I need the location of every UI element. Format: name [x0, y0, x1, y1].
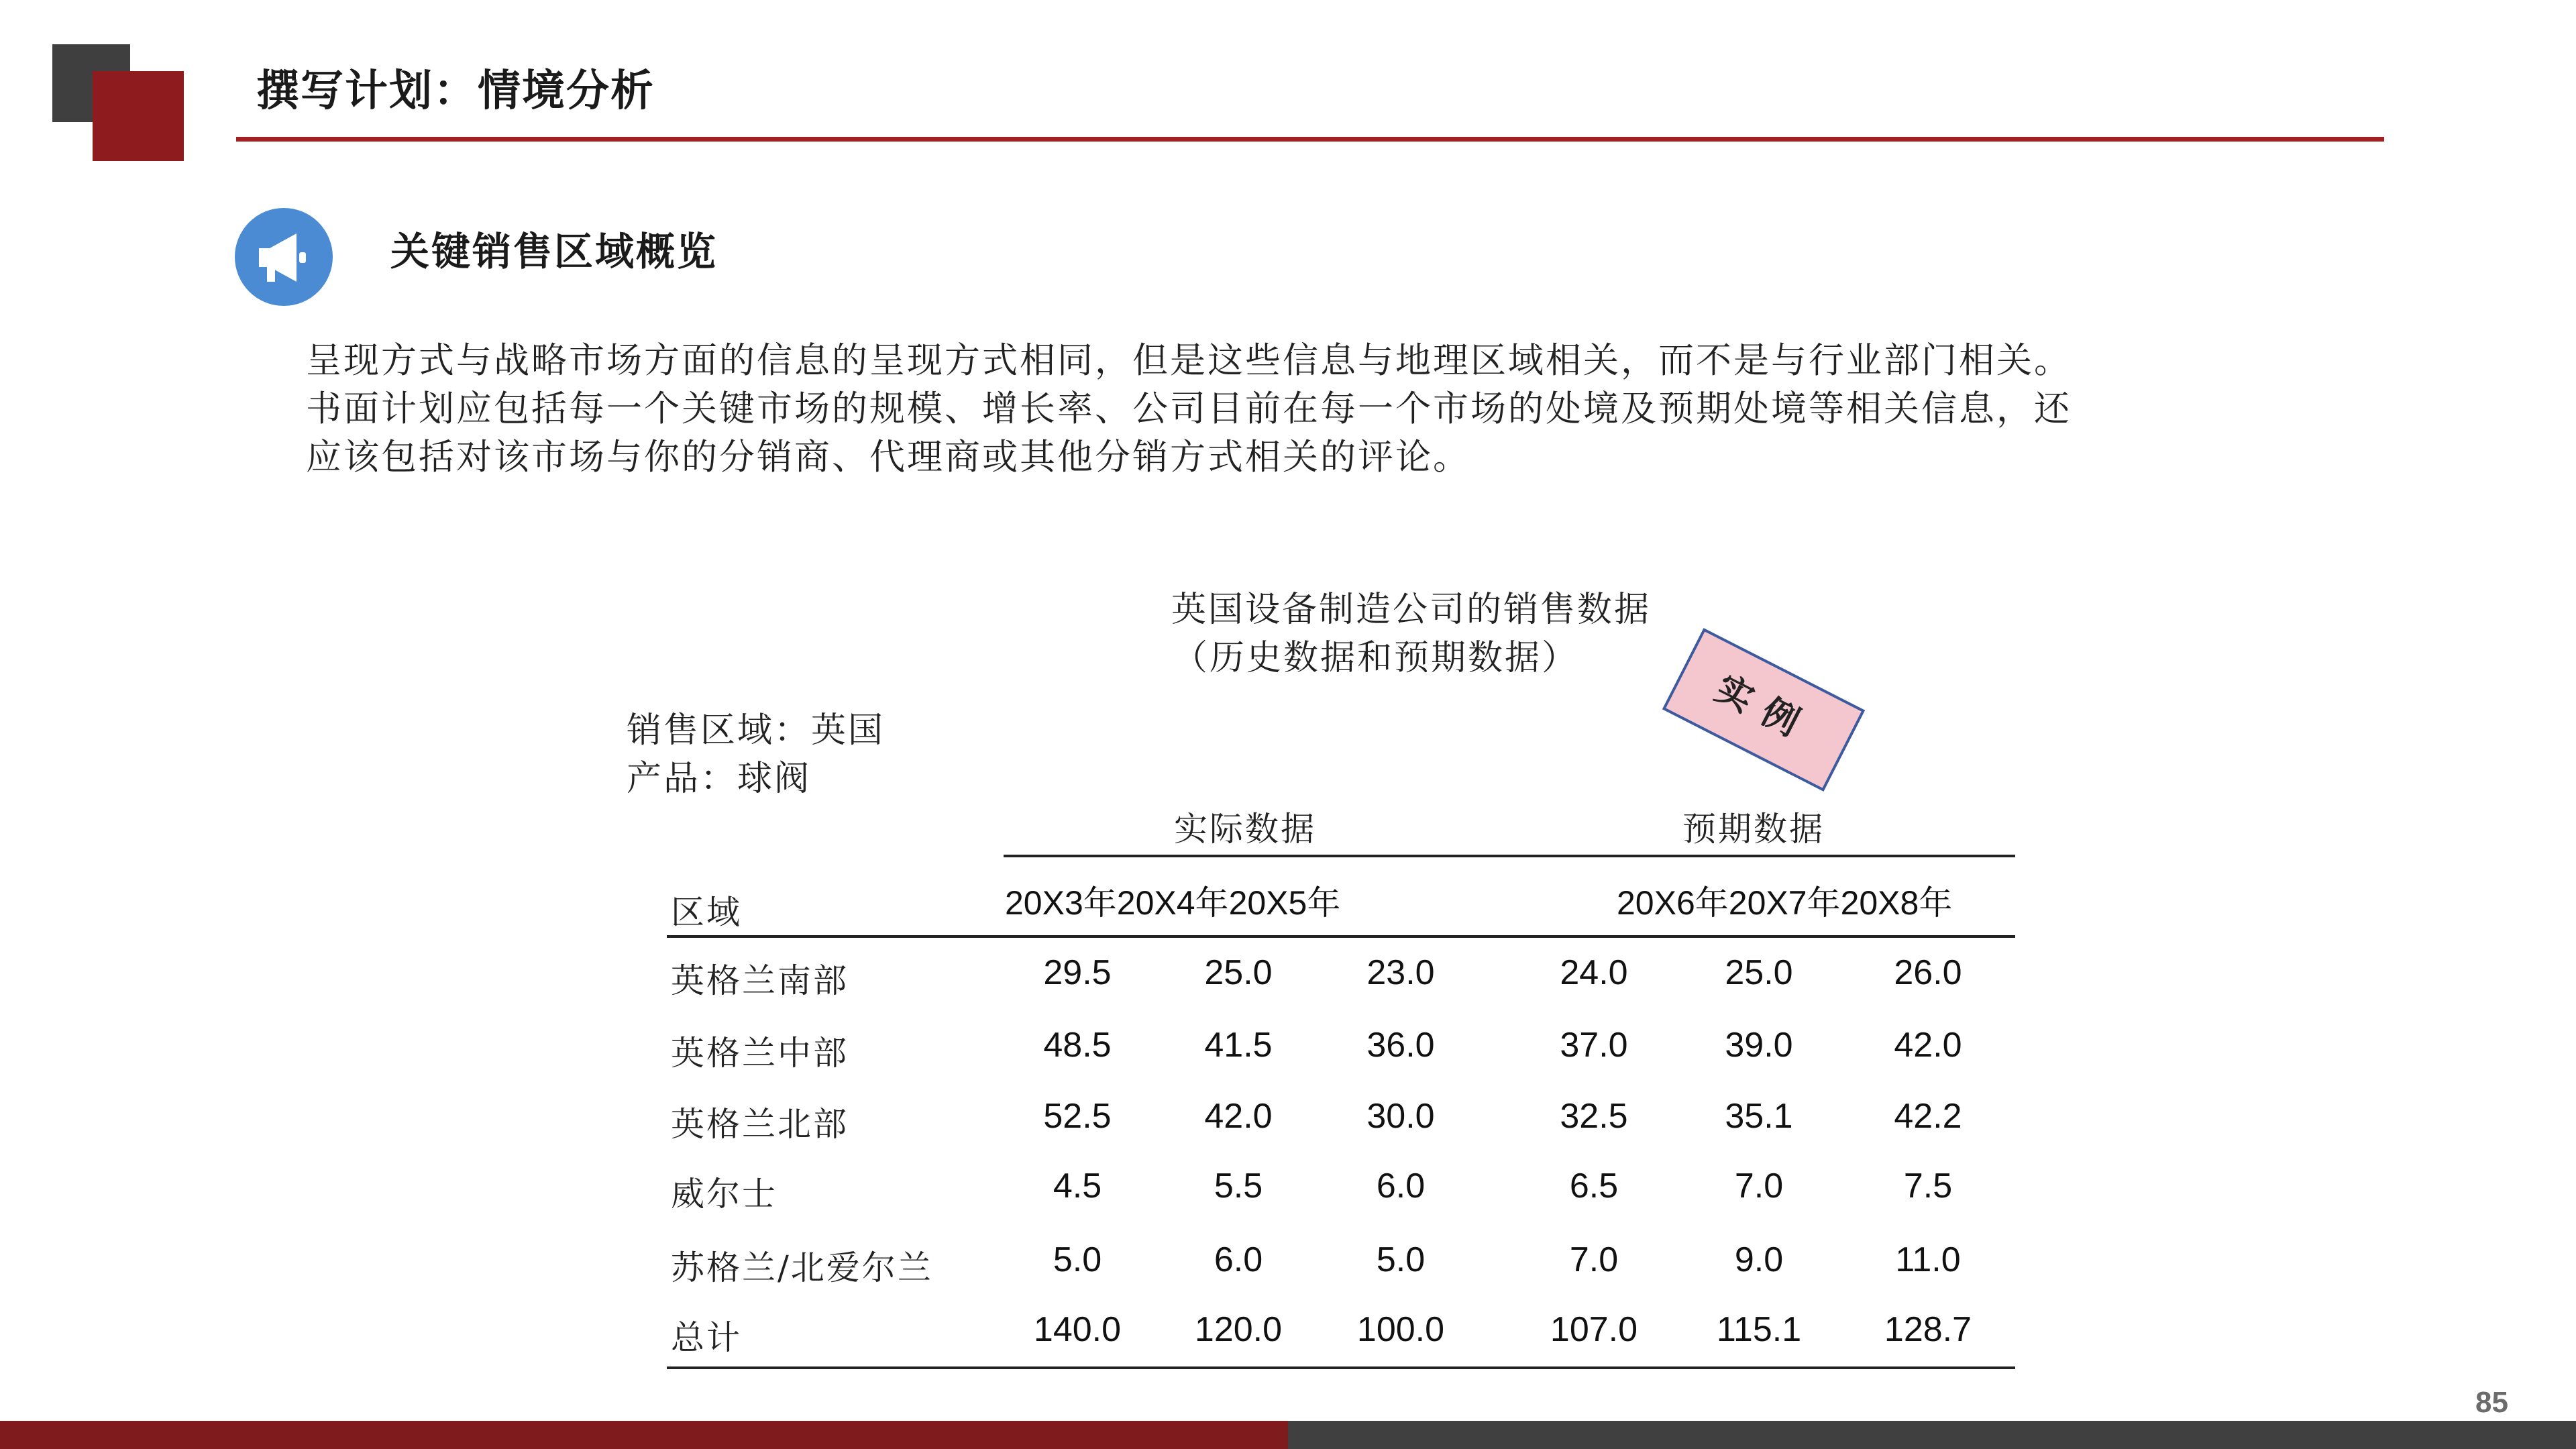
product-label: 产品：球阀 — [627, 759, 812, 799]
sales-region-label: 销售区域：英国 — [627, 710, 885, 751]
table-cell: 39.0 — [1725, 1026, 1793, 1065]
table-cell: 5.5 — [1214, 1167, 1263, 1205]
forecast-data-label: 预期数据 — [1682, 810, 1825, 849]
row-label: 英格兰北部 — [671, 1105, 849, 1144]
table-cell: 25.0 — [1204, 953, 1273, 992]
row-label: 英格兰中部 — [671, 1034, 849, 1073]
table-cell: 29.5 — [1043, 953, 1112, 992]
table-cell: 41.5 — [1204, 1026, 1273, 1065]
megaphone-icon — [235, 208, 333, 306]
table-cell: 35.1 — [1725, 1097, 1793, 1136]
table-cell: 7.5 — [1903, 1167, 1953, 1205]
table-cell: 107.0 — [1550, 1310, 1638, 1349]
table-cell: 42.0 — [1204, 1097, 1273, 1136]
table-cell: 37.0 — [1560, 1026, 1628, 1065]
table-cell: 48.5 — [1043, 1026, 1112, 1065]
table-cell: 42.0 — [1894, 1026, 1962, 1065]
table-subtitle: （历史数据和预期数据） — [1173, 638, 1579, 678]
table-rule-top — [1004, 855, 2015, 857]
table-cell: 42.2 — [1894, 1097, 1962, 1136]
table-rule-bottom — [667, 1366, 2015, 1369]
table-cell: 23.0 — [1366, 953, 1435, 992]
table-cell: 9.0 — [1734, 1240, 1784, 1279]
row-label: 苏格兰/北爱尔兰 — [671, 1248, 933, 1287]
section-heading: 关键销售区域概览 — [390, 229, 718, 274]
table-cell: 5.0 — [1053, 1240, 1102, 1279]
table-cell: 140.0 — [1033, 1310, 1122, 1349]
body-line: 书面计划应包括每一个关键市场的规模、增长率、公司目前在每一个市场的处境及预期处境等相关信息，还 — [306, 388, 2072, 429]
actual-data-label: 实际数据 — [1174, 810, 1316, 849]
table-cell: 7.0 — [1734, 1167, 1784, 1205]
footer-bar-gray — [1288, 1421, 2576, 1449]
body-paragraph — [306, 337, 2251, 482]
table-cell: 6.0 — [1214, 1240, 1263, 1279]
stamp-text: 实例 — [1709, 666, 1820, 751]
table-cell: 6.0 — [1376, 1167, 1426, 1205]
table-cell: 30.0 — [1366, 1097, 1435, 1136]
table-cell: 26.0 — [1894, 953, 1962, 992]
table-cell: 6.5 — [1569, 1167, 1619, 1205]
table-cell: 7.0 — [1569, 1240, 1619, 1279]
row-label: 英格兰南部 — [671, 961, 849, 1000]
table-cell: 120.0 — [1194, 1310, 1283, 1349]
region-column-header: 区域 — [671, 893, 742, 932]
table-cell: 24.0 — [1560, 953, 1628, 992]
row-label: 总计 — [671, 1318, 742, 1357]
table-cell: 25.0 — [1725, 953, 1793, 992]
example-stamp — [1662, 628, 1865, 792]
footer-bar-red — [0, 1421, 1288, 1449]
table-cell: 36.0 — [1366, 1026, 1435, 1065]
row-label: 威尔士 — [671, 1175, 777, 1214]
table-title: 英国设备制造公司的销售数据 — [1171, 590, 1652, 630]
table-cell: 4.5 — [1053, 1167, 1102, 1205]
title-divider — [236, 137, 2384, 142]
page-title: 撰写计划：情境分析 — [256, 66, 655, 116]
body-line: 应该包括对该市场与你的分销商、代理商或其他分销方式相关的评论。 — [306, 437, 1470, 478]
body-line: 呈现方式与战略市场方面的信息的呈现方式相同，但是这些信息与地理区域相关，而不是与行业部门相关。 — [306, 340, 2072, 381]
year-header: 20X6年20X7年20X8年 — [1617, 884, 1953, 922]
table-cell: 5.0 — [1376, 1240, 1426, 1279]
table-cell: 100.0 — [1356, 1310, 1445, 1349]
header-decoration-red — [93, 71, 184, 161]
table-rule-middle — [667, 935, 2015, 938]
table-cell: 115.1 — [1716, 1310, 1802, 1349]
page-number: 85 — [2475, 1386, 2508, 1419]
table-cell: 32.5 — [1560, 1097, 1628, 1136]
year-header: 20X3年20X4年20X5年 — [1005, 884, 1341, 922]
table-cell: 11.0 — [1895, 1240, 1961, 1279]
table-cell: 128.7 — [1884, 1310, 1972, 1349]
table-cell: 52.5 — [1043, 1097, 1112, 1136]
